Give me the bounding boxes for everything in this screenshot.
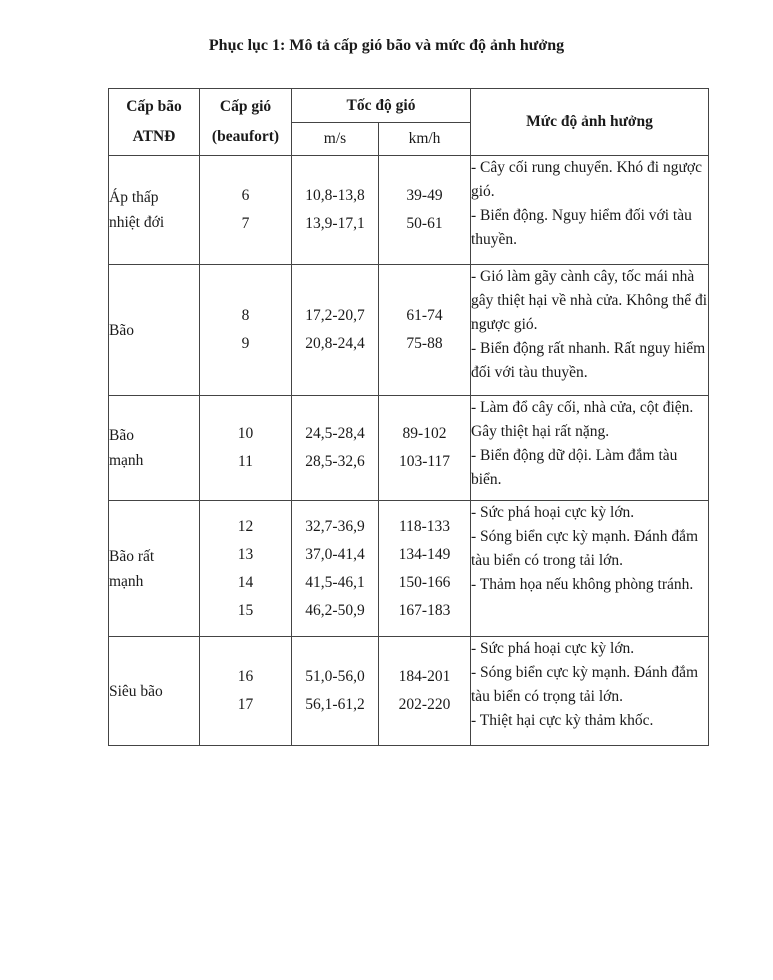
speed-kmh-cell	[379, 265, 471, 396]
storm-level-line: Áp thấp	[109, 189, 159, 206]
speed-ms-value: 46,2-50,9	[305, 601, 365, 619]
speed-ms-cell	[292, 637, 379, 746]
header-ms: m/s	[292, 123, 379, 156]
storm-level-cell	[109, 265, 200, 396]
speed-kmh-cell	[379, 396, 471, 501]
table-row	[109, 637, 709, 746]
impact-item: - Thiệt hại cực kỳ thảm khốc.	[471, 712, 654, 729]
speed-kmh-value: 202-220	[398, 696, 451, 713]
impact-item: - Biển động rất nhanh. Rất nguy hiểm đối với tàu thuyền.	[471, 340, 706, 381]
speed-ms-value: 13,9-17,1	[305, 215, 365, 232]
header-impact: Mức độ ảnh hưởng	[471, 89, 709, 156]
speed-kmh-value: 89-102	[402, 425, 447, 442]
impact-item: - Sóng biển cực kỳ mạnh. Đánh đắm tàu biển có trong tải lớn.	[471, 528, 699, 569]
speed-kmh-cell	[379, 637, 471, 746]
beaufort-cell	[200, 501, 292, 637]
speed-ms-cell	[292, 501, 379, 637]
header-level: Cấp bão ATNĐ	[109, 89, 200, 156]
storm-level-table	[108, 88, 709, 746]
beaufort-value: 16	[237, 668, 254, 685]
storm-level-line: nhiệt đới	[109, 214, 165, 231]
speed-kmh-cell	[379, 501, 471, 637]
speed-ms-value: 24,5-28,4	[305, 425, 365, 442]
impact-item: - Biển động dữ dội. Làm đắm tàu biển.	[471, 447, 678, 488]
speed-ms-value: 51,0-56,0	[305, 668, 365, 685]
impact-cell	[471, 637, 709, 746]
header-beaufort: Cấp gió (beaufort)	[200, 89, 292, 156]
beaufort-value: 12	[237, 517, 254, 535]
beaufort-value: 11	[238, 453, 253, 470]
storm-level-cell	[109, 156, 200, 265]
impact-item: - Sóng biển cực kỳ mạnh. Đánh đắm tàu biển có trọng tải lớn.	[471, 664, 699, 705]
page-title: Phục lục 1: Mô tả cấp gió bão và mức độ ảnh hưởng	[208, 37, 565, 54]
storm-level-line: Bão rất	[109, 547, 155, 565]
beaufort-value: 6	[241, 187, 250, 204]
speed-ms-cell	[292, 156, 379, 265]
impact-cell	[471, 396, 709, 501]
speed-ms-value: 37,0-41,4	[305, 545, 365, 563]
speed-kmh-value: 184-201	[398, 668, 451, 685]
beaufort-cell	[200, 265, 292, 396]
speed-kmh-value: 103-117	[398, 453, 451, 470]
beaufort-cell	[200, 156, 292, 265]
beaufort-value: 14	[237, 573, 254, 591]
impact-cell	[471, 265, 709, 396]
speed-kmh-value: 75-88	[406, 335, 443, 352]
speed-kmh-value: 150-166	[398, 573, 451, 591]
speed-ms-value: 10,8-13,8	[305, 187, 365, 204]
impact-item: - Sức phá hoại cực kỳ lớn.	[471, 640, 635, 657]
speed-ms-value: 17,2-20,7	[305, 307, 365, 324]
storm-level-line: Bão	[109, 427, 134, 444]
impact-item: - Sức phá hoại cực kỳ lớn.	[471, 504, 635, 521]
speed-kmh-cell	[379, 156, 471, 265]
beaufort-cell	[200, 637, 292, 746]
storm-level-line: Bão	[109, 321, 134, 339]
table-row	[109, 156, 709, 265]
speed-ms-value: 20,8-24,4	[305, 335, 365, 352]
speed-ms-value: 41,5-46,1	[305, 573, 365, 591]
impact-item: - Biển động. Nguy hiểm đối với tàu thuyền.	[471, 207, 692, 248]
speed-kmh-value: 39-49	[406, 187, 443, 204]
beaufort-value: 15	[237, 601, 254, 619]
speed-ms-cell	[292, 265, 379, 396]
speed-ms-value: 32,7-36,9	[305, 517, 365, 535]
table-row	[109, 501, 709, 637]
impact-item: - Cây cối rung chuyển. Khó đi ngược gió.	[471, 159, 702, 200]
speed-ms-value: 56,1-61,2	[305, 696, 365, 713]
table-row	[109, 265, 709, 396]
impact-cell	[471, 156, 709, 265]
speed-ms-value: 28,5-32,6	[305, 453, 365, 470]
beaufort-cell	[200, 396, 292, 501]
impact-item: - Làm đổ cây cối, nhà cửa, cột điện. Gây thiệt hại rất nặng.	[471, 399, 694, 440]
storm-level-line: mạnh	[109, 572, 144, 590]
speed-kmh-value: 167-183	[398, 601, 451, 619]
storm-level-line: Siêu bão	[109, 682, 163, 700]
speed-kmh-value: 118-133	[398, 517, 451, 535]
impact-item: - Gió làm gãy cành cây, tốc mái nhà gây thiệt hại về nhà cửa. Không thể đi ngược gió.	[471, 268, 708, 333]
beaufort-value: 17	[237, 696, 254, 713]
beaufort-value: 8	[241, 307, 250, 324]
speed-kmh-value: 134-149	[398, 545, 451, 563]
speed-kmh-value: 50-61	[406, 215, 443, 232]
impact-cell	[471, 501, 709, 637]
speed-kmh-value: 61-74	[406, 307, 443, 324]
beaufort-value: 10	[237, 425, 254, 442]
speed-ms-cell	[292, 396, 379, 501]
header-kmh: km/h	[379, 123, 471, 156]
header-wind-speed: Tốc độ gió	[292, 89, 471, 123]
storm-level-cell	[109, 396, 200, 501]
impact-item: - Thảm họa nếu không phòng tránh.	[471, 576, 694, 593]
beaufort-value: 7	[241, 215, 250, 232]
beaufort-value: 13	[237, 545, 254, 563]
storm-level-cell	[109, 501, 200, 637]
table-row	[109, 396, 709, 501]
beaufort-value: 9	[241, 335, 250, 352]
storm-level-cell	[109, 637, 200, 746]
storm-level-line: mạnh	[109, 452, 144, 469]
